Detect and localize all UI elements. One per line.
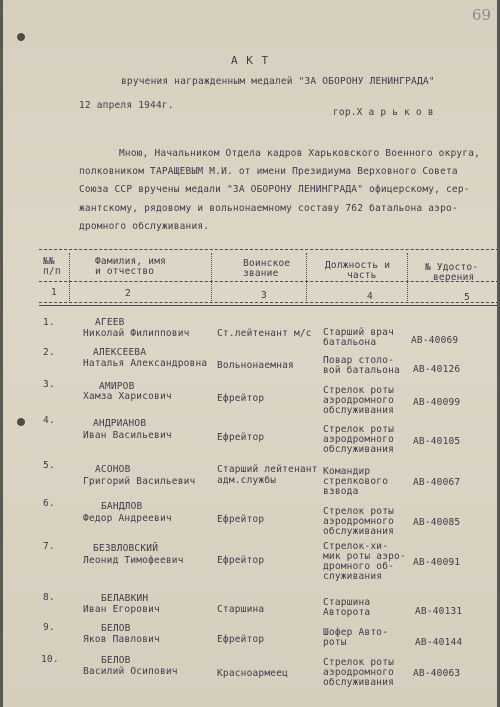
row-position: Стрелок роты bbox=[323, 424, 395, 435]
body-line: Мною, Начальником Отдела кадров Харьковского Военного округа, bbox=[119, 148, 481, 159]
table-divider bbox=[211, 253, 212, 303]
table-divider bbox=[407, 253, 408, 303]
row-surname: АСОНОВ bbox=[95, 464, 131, 475]
row-name: Наталья Александровна bbox=[83, 358, 208, 369]
row-rank: Старшина bbox=[217, 604, 265, 615]
header-num: №№ bbox=[43, 256, 55, 267]
document-subtitle: вручения награжденным медалей "ЗА ОБОРОНУ ЛЕНИНГРАДА" bbox=[121, 76, 435, 87]
row-position: вой батальона bbox=[323, 365, 400, 376]
row-position: обслуживания bbox=[323, 526, 395, 537]
row-surname: АЛЕКСЕЕВА bbox=[93, 347, 147, 358]
row-surname: БЕЛОВ bbox=[101, 623, 131, 634]
document-page bbox=[3, 0, 497, 707]
row-position: Повар столо- bbox=[323, 355, 395, 366]
row-name: Федор Андреевич bbox=[83, 513, 172, 524]
row-certificate: АВ-40099 bbox=[413, 397, 461, 408]
row-number: 3. bbox=[43, 379, 55, 390]
column-number: 5 bbox=[464, 292, 470, 303]
binder-hole bbox=[17, 33, 25, 41]
row-name: Хамза Харисович bbox=[83, 391, 172, 402]
row-rank: Ст.лейтенант м/с bbox=[217, 328, 312, 339]
row-position: Стрелок роты bbox=[323, 657, 395, 668]
row-rank: Красноармеец bbox=[217, 668, 289, 679]
row-rank: Ефрейтор bbox=[217, 514, 265, 525]
row-number: 10. bbox=[41, 654, 59, 665]
row-position: роты bbox=[323, 637, 347, 648]
document-title: А К Т bbox=[231, 54, 270, 67]
header-rank: Воинское bbox=[243, 258, 291, 269]
row-surname: БЕЗВЛОВСКИЙ bbox=[93, 543, 159, 554]
row-certificate: АВ-40131 bbox=[415, 606, 463, 617]
row-position: обслуживания bbox=[323, 405, 395, 416]
row-rank: адм.службы bbox=[217, 475, 277, 486]
row-certificate: АВ-40069 bbox=[411, 335, 459, 346]
row-position: Стрелок-хи- bbox=[323, 541, 389, 552]
body-line: жантскому, рядовому и вольнонаемному составу 762 батальона аэро- bbox=[79, 203, 458, 214]
row-number: 1. bbox=[43, 317, 55, 328]
row-position: Стрелок роты bbox=[323, 385, 395, 396]
header-name: и отчество bbox=[95, 266, 155, 277]
row-position: Командир bbox=[323, 466, 371, 477]
row-name: Николай Филиппович bbox=[83, 328, 190, 339]
header-cert: верения bbox=[433, 272, 475, 283]
row-certificate: АВ-40091 bbox=[413, 557, 461, 568]
table-divider bbox=[69, 253, 70, 303]
table-divider bbox=[306, 253, 307, 303]
row-position: аэродромного bbox=[323, 667, 395, 678]
binder-hole bbox=[17, 418, 25, 426]
row-certificate: АВ-40105 bbox=[413, 436, 461, 447]
row-position: Старшина bbox=[323, 597, 371, 608]
row-number: 8. bbox=[43, 592, 55, 603]
row-position: Авторота bbox=[323, 607, 371, 618]
row-position: взвода bbox=[323, 486, 359, 497]
column-number: 2 bbox=[125, 288, 131, 299]
row-number: 9. bbox=[43, 622, 55, 633]
document-date: 12 апреля 1944г. bbox=[79, 100, 174, 111]
header-position: часть bbox=[347, 270, 377, 281]
row-position: аэродромного bbox=[323, 434, 395, 445]
row-position: дромного об- bbox=[323, 561, 395, 572]
row-certificate: АВ-40063 bbox=[413, 668, 461, 679]
row-position: аэродромного bbox=[323, 395, 395, 406]
header-rank: звание bbox=[243, 268, 279, 279]
row-name: Иван Егорович bbox=[83, 604, 160, 615]
row-surname: БЕЛАВКИН bbox=[101, 593, 149, 604]
table-rule bbox=[39, 249, 497, 250]
header-position: Должность и bbox=[325, 260, 391, 271]
body-line: дромного обслуживания. bbox=[79, 221, 210, 232]
row-position: обслуживания bbox=[323, 677, 395, 688]
column-number: 1 bbox=[51, 287, 57, 298]
body-line: полковником ТАРАЩЕВЫМ М.И. от имени Президиума Верховного Совета bbox=[79, 166, 458, 177]
row-position: мик роты аэро- bbox=[323, 551, 406, 562]
row-rank: Ефрейтор bbox=[217, 432, 265, 443]
row-rank: Ефрейтор bbox=[217, 393, 265, 404]
row-position: Шофер Авто- bbox=[323, 627, 389, 638]
row-number: 4. bbox=[43, 415, 55, 426]
row-rank: Ефрейтор bbox=[217, 634, 265, 645]
row-number: 5. bbox=[43, 460, 55, 471]
table-rule bbox=[39, 305, 497, 306]
row-name: Леонид Тимофеевич bbox=[83, 555, 184, 566]
body-line: Союза ССР вручены медали "ЗА ОБОРОНУ ЛЕНИНГРАДА" офицерскому, сер- bbox=[79, 184, 470, 195]
row-position: стрелкового bbox=[323, 476, 389, 487]
row-certificate: АВ-40144 bbox=[415, 637, 463, 648]
row-number: 7. bbox=[43, 541, 55, 552]
row-position: аэродромного bbox=[323, 516, 395, 527]
row-rank: Ефрейтор bbox=[217, 555, 265, 566]
row-surname: АМИРОВ bbox=[99, 381, 135, 392]
row-name: Василий Осипович bbox=[83, 666, 178, 677]
row-position: обслуживания bbox=[323, 444, 395, 455]
header-num: п/п bbox=[43, 266, 61, 277]
row-position: батальона bbox=[323, 337, 377, 348]
page-number: 69 bbox=[471, 6, 491, 24]
row-position: Старший врач bbox=[323, 327, 395, 338]
header-name: Фамилия, имя bbox=[95, 256, 167, 267]
row-rank: Старший лейтенант bbox=[217, 464, 318, 475]
row-position: служивания bbox=[323, 571, 383, 582]
row-name: Иван Васильевич bbox=[83, 430, 172, 441]
row-number: 6. bbox=[43, 498, 55, 509]
column-number: 3 bbox=[261, 290, 267, 301]
document-city: гор.Х а р ь к о в bbox=[333, 107, 434, 118]
row-surname: БЕЛОВ bbox=[101, 655, 131, 666]
row-name: Яков Павлович bbox=[83, 634, 160, 645]
header-cert: № Удосто- bbox=[425, 262, 479, 273]
table-rule bbox=[39, 302, 497, 303]
row-position: Стрелок роты bbox=[323, 506, 395, 517]
row-surname: АНДРИАНОВ bbox=[93, 418, 147, 429]
table-rule bbox=[39, 281, 497, 282]
row-name: Григорий Васильевич bbox=[83, 476, 196, 487]
row-certificate: АВ-40067 bbox=[413, 477, 461, 488]
row-number: 2. bbox=[43, 347, 55, 358]
row-rank: Вольнонаемная bbox=[217, 360, 294, 371]
column-number: 4 bbox=[367, 291, 373, 302]
row-certificate: АВ-40126 bbox=[413, 364, 461, 375]
row-surname: БАНДЛОВ bbox=[101, 501, 143, 512]
row-surname: АГЕЕВ bbox=[95, 317, 125, 328]
row-certificate: АВ-40085 bbox=[413, 517, 461, 528]
